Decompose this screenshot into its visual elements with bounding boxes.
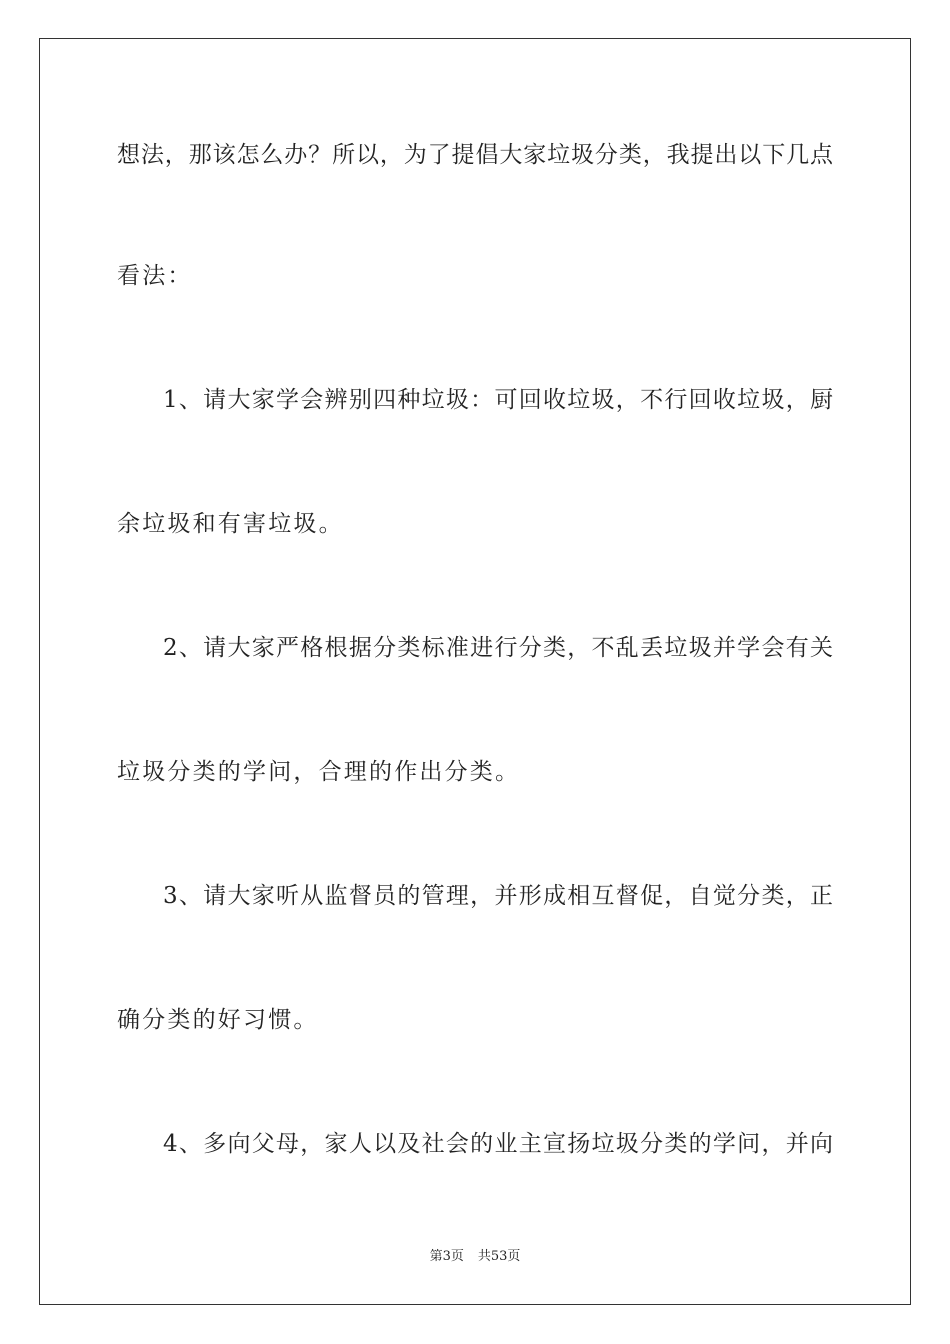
- text-line-1: 想法，那该怎么办？所以，为了提倡大家垃圾分类，我提出以下几点: [117, 142, 833, 168]
- page-number: 第3页: [429, 1249, 464, 1264]
- text-line-5: 2、请大家严格根据分类标准进行分类，不乱丢垃圾并学会有关: [163, 635, 833, 661]
- text-line-3: 1、请大家学会辨别四种垃圾：可回收垃圾，不行回收垃圾，厨: [163, 387, 833, 413]
- page-footer: [0, 1248, 950, 1266]
- page-border: [39, 38, 911, 1305]
- text-line-2: 看法：: [117, 263, 193, 289]
- text-line-4: 余垃圾和有害垃圾。: [117, 511, 344, 537]
- text-line-9: 4、多向父母，家人以及社会的业主宣扬垃圾分类的学问，并向: [163, 1131, 833, 1157]
- page-total: 共53页: [477, 1249, 521, 1264]
- text-line-8: 确分类的好习惯。: [117, 1007, 319, 1033]
- text-line-6: 垃圾分类的学问，合理的作出分类。: [117, 759, 521, 785]
- text-line-7: 3、请大家听从监督员的管理，并形成相互督促，自觉分类，正: [163, 883, 833, 909]
